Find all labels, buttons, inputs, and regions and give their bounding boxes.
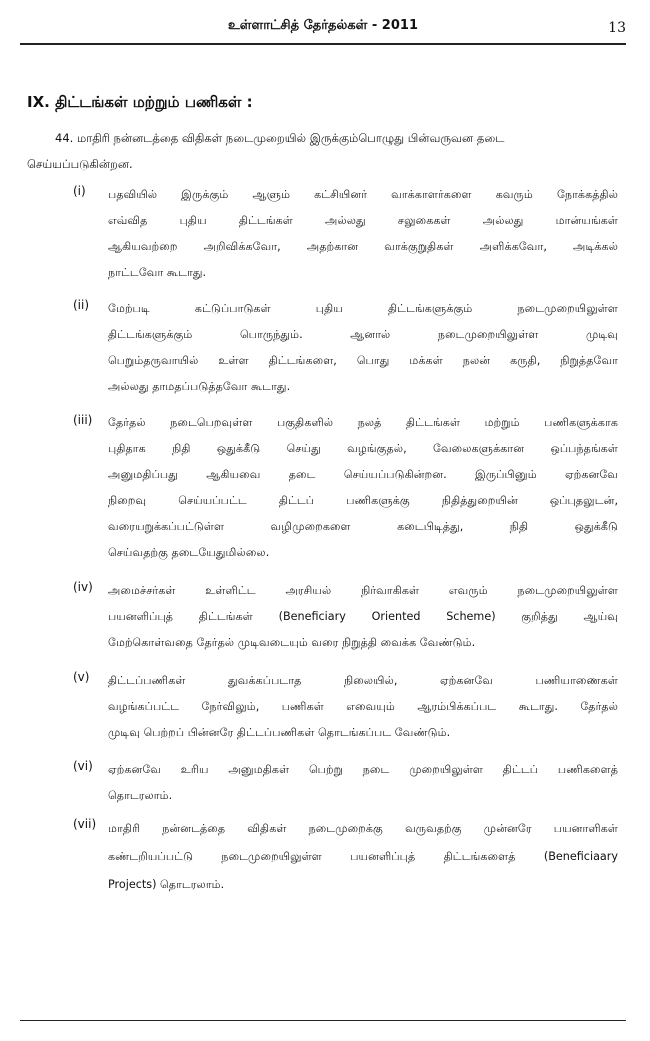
list-item-i xyxy=(108,182,618,286)
item-line: மாதிரி நன்னடத்தை விதிகள் நடைமுறைக்கு வருவதற்கு முன்னரே பயனாளிகள் xyxy=(108,822,618,835)
footer-divider xyxy=(20,1020,626,1021)
item-number: (vi) xyxy=(73,759,93,773)
item-line: பயனளிப்புத் திட்டங்கள் (Beneficiary Oriented Scheme) குறித்து ஆய்வு xyxy=(108,610,618,623)
item-line: அமைச்சர்கள் உள்ளிட்ட அரசியல் நிர்வாகிகள் எவரும் நடைமுறையிலுள்ள xyxy=(108,584,618,597)
list-item-ii xyxy=(108,296,618,400)
section-heading: IX. திட்டங்கள் மற்றும் பணிகள் : xyxy=(27,93,253,111)
item-number: (i) xyxy=(73,184,86,198)
item-line: தேர்தல் நடைபெறவுள்ள பகுதிகளில் நலத் திட்டங்கள் மற்றும் பணிகளுக்காக xyxy=(108,416,618,429)
header-divider xyxy=(20,43,626,45)
item-line: முடிவு பெற்றப் பின்னரே திட்டப்பணிகள் தொடங்கப்பட வேண்டும். xyxy=(108,726,451,739)
header-title: உள்ளாட்சித் தேர்தல்கள் - 2011 xyxy=(228,18,418,33)
item-line: அனுமதிப்பது ஆகியவை தடை செய்யப்படுகின்றன. இருப்பினும் ஏற்கனவே xyxy=(108,468,618,481)
item-number: (ii) xyxy=(73,298,90,312)
item-number: (iv) xyxy=(73,580,93,594)
intro-line-2: செய்யப்படுகின்றன. xyxy=(27,157,133,171)
item-line: கண்டறியப்பட்டு நடைமுறையிலுள்ள பயனளிப்புத் திட்டங்களைத் (Beneficiaary xyxy=(108,850,618,863)
item-line: நிறைவு செய்யப்பட்ட திட்டப் பணிகளுக்கு நிதித்துறையின் ஒப்புதலுடன், xyxy=(108,494,618,507)
item-line: புதிதாக நிதி ஒதுக்கீடு செய்து வழங்குதல், வேலைகளுக்கான ஒப்பந்தங்கள் xyxy=(108,442,618,455)
item-number: (iii) xyxy=(73,413,93,427)
page-header xyxy=(20,16,626,40)
item-number: (v) xyxy=(73,670,90,684)
intro-line-1: 44. மாதிரி நன்னடத்தை விதிகள் நடைமுறையில் இருக்கும்பொழுது பின்வருவன தடை xyxy=(55,131,505,145)
item-line: திட்டங்களுக்கும் பொருந்தும். ஆனால் நடைமுறையிலுள்ள முடிவு xyxy=(108,328,618,341)
item-line: அல்லது தாமதப்படுத்தவோ கூடாது. xyxy=(108,380,291,393)
item-line: திட்டப்பணிகள் துவக்கப்படாத நிலையில், ஏற்கனவே பணியாணைகள் xyxy=(108,674,618,687)
list-item-iii xyxy=(108,410,618,566)
item-line: நாட்டவோ கூடாது. xyxy=(108,266,207,279)
list-item-vii xyxy=(108,815,618,899)
page-number: 13 xyxy=(608,20,626,36)
item-line: ஏற்கனவே உரிய அனுமதிகள் பெற்று நடை முறையிலுள்ள திட்டப் பணிகளைத் xyxy=(108,763,618,776)
list-item-v xyxy=(108,668,618,746)
item-line: தொடரலாம். xyxy=(108,789,173,802)
intro-paragraph xyxy=(27,125,621,177)
item-line: மேற்படி கட்டுப்பாடுகள் புதிய திட்டங்களுக்கும் நடைமுறையிலுள்ள xyxy=(108,302,618,315)
item-line: பெறும்தருவாயில் உள்ள திட்டங்களை, பொது மக்கள் நலன் கருதி, நிறுத்தவோ xyxy=(108,354,618,367)
item-line: பதவியில் இருக்கும் ஆளும் கட்சியினர் வாக்காளர்களை கவரும் நோக்கத்தில் xyxy=(108,188,618,201)
item-line: வரையறுக்கப்பட்டுள்ள வழிமுறைகளை கடைபிடித்து, நிதி ஒதுக்கீடு xyxy=(108,520,618,533)
item-line: செய்வதற்கு தடையேதுமில்லை. xyxy=(108,546,270,559)
item-number: (vii) xyxy=(73,817,97,831)
item-line: வழங்கப்பட்ட நேர்விலும், பணிகள் எவையும் ஆரம்பிக்கப்பட கூடாது. தேர்தல் xyxy=(108,700,618,713)
item-line: மேற்கொள்வதை தேர்தல் முடிவடையும் வரை நிறுத்தி வைக்க வேண்டும். xyxy=(108,636,476,649)
list-item-iv xyxy=(108,578,618,656)
item-line: ஆகியவற்றை அறிவிக்கவோ, அதற்கான வாக்குறுதிகள் அளிக்கவோ, அடிக்கல் xyxy=(108,240,618,253)
item-line: Projects) தொடரலாம். xyxy=(108,878,225,891)
item-line: எவ்வித புதிய திட்டங்கள் அல்லது சலுகைகள் அல்லது மான்யங்கள் xyxy=(108,214,618,227)
list-item-vi xyxy=(108,757,618,809)
